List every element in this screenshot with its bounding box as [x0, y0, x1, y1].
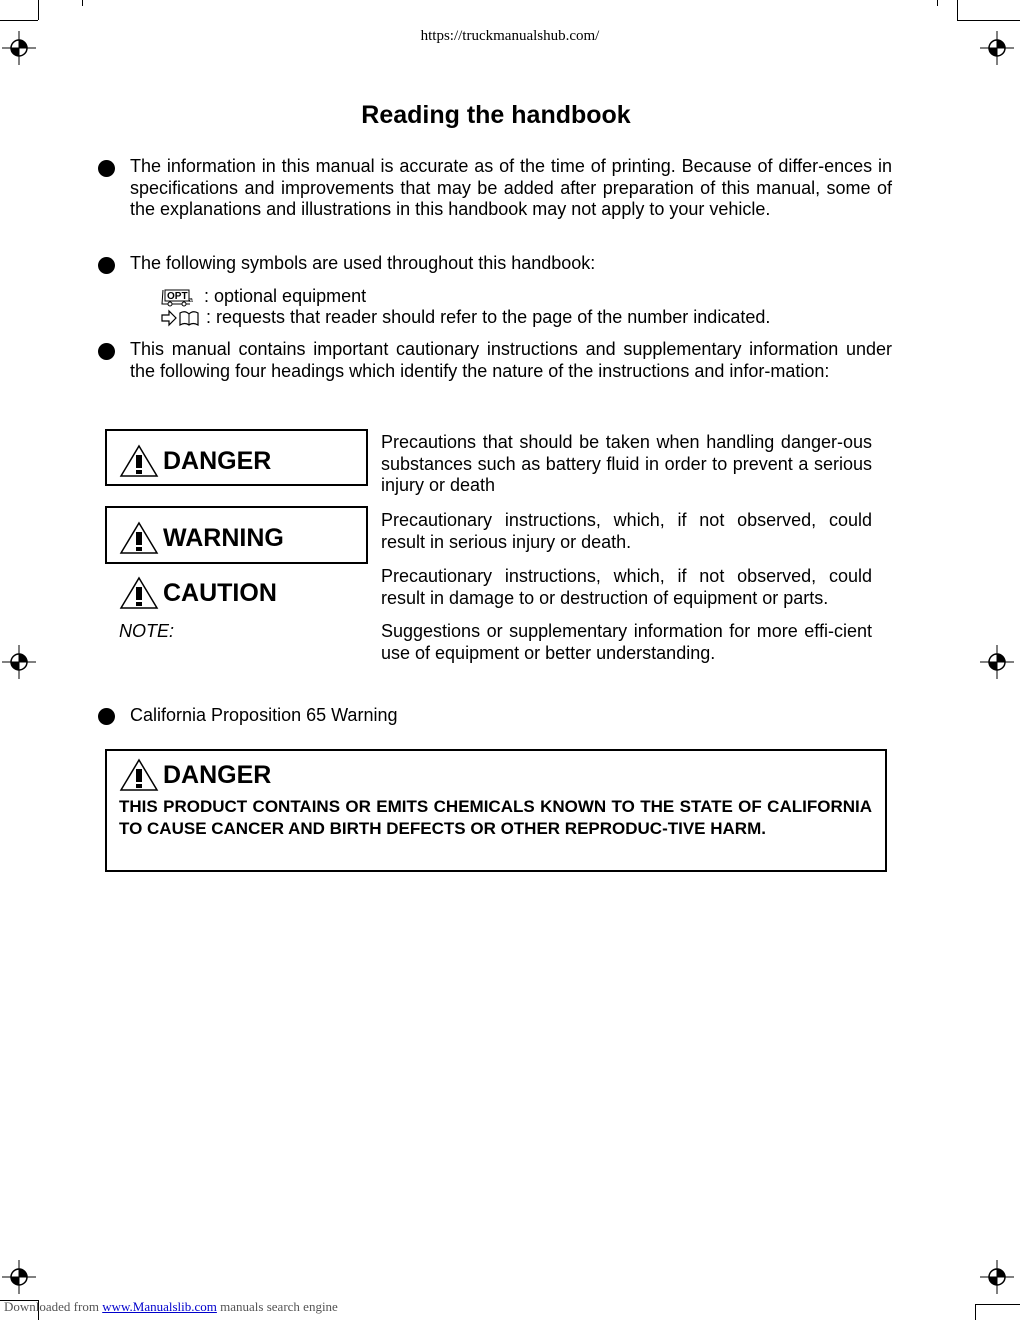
danger-heading — [119, 444, 271, 478]
symbols-intro: The following symbols are used throughout this handbook: — [130, 253, 596, 273]
bullet-icon — [98, 160, 115, 177]
danger-label: DANGER — [163, 446, 272, 475]
crop-mark — [957, 20, 1020, 21]
warning-description: Precautionary instructions, which, if not observed, could result in serious injury or death. — [381, 510, 872, 552]
crop-mark — [975, 1304, 1020, 1305]
symbol-refer-text: : requests that reader should refer to the page of the number indicated. — [206, 307, 771, 327]
warning-triangle-icon — [119, 444, 159, 478]
prop65-danger-label: DANGER — [163, 760, 272, 789]
bullet-icon — [98, 343, 115, 360]
refer-page-icon — [160, 308, 200, 328]
registration-mark-icon — [980, 1260, 1014, 1294]
footer-prefix: Downloaded from — [4, 1299, 103, 1314]
prop65-danger-heading — [119, 758, 271, 792]
note-label: NOTE: — [119, 621, 175, 641]
crop-mark — [82, 0, 83, 6]
registration-mark-icon — [2, 1260, 36, 1294]
svg-text:a: a — [189, 296, 193, 304]
bullet-icon — [98, 708, 115, 725]
crop-mark — [975, 1304, 976, 1320]
registration-mark-icon — [980, 645, 1014, 679]
svg-text:OPT: OPT — [167, 290, 188, 302]
page-title: Reading the handbook — [361, 101, 631, 129]
registration-mark-icon — [2, 645, 36, 679]
crop-mark — [937, 0, 938, 6]
headings-intro: This manual contains important cautionary instructions and supplementary information under the following four headings which identify the nature of the instructions and infor-mation: — [130, 339, 892, 381]
header-url[interactable]: https://truckmanualshub.com/ — [420, 28, 600, 44]
symbol-optional-row — [160, 286, 366, 307]
intro-paragraph: The information in this manual is accurate as of the time of printing. Because of differ-ences in specifications and improvements that may be added after preparation of this manual, some of the explanations and illustrations in this handbook may not apply to your vehicle. — [130, 156, 892, 219]
warning-triangle-icon — [119, 576, 159, 610]
caution-heading — [119, 576, 277, 610]
footer-link[interactable]: www.Manualslib.com — [102, 1299, 217, 1314]
crop-mark — [957, 0, 958, 20]
warning-heading — [119, 521, 284, 555]
optional-equipment-icon — [160, 287, 198, 307]
warning-triangle-icon — [119, 521, 159, 555]
footer — [4, 1299, 338, 1315]
crop-mark — [38, 0, 39, 20]
crop-mark — [0, 20, 38, 21]
prop65-warning-text: THIS PRODUCT CONTAINS OR EMITS CHEMICALS KNOWN TO THE STATE OF CALIFORNIA TO CAUSE CANCER AND BIRTH DEFECTS OR OTHER REPRODUC-TIVE HARM. — [119, 797, 872, 838]
footer-suffix: manuals search engine — [216, 1299, 338, 1314]
symbol-optional-text: : optional equipment — [204, 286, 367, 306]
prop65-heading: California Proposition 65 Warning — [130, 705, 398, 725]
bullet-icon — [98, 257, 115, 274]
note-description: Suggestions or supplementary information for more effi-cient use of equipment or better understanding. — [381, 621, 872, 663]
symbol-refer-row — [160, 307, 770, 328]
caution-label: CAUTION — [163, 578, 277, 607]
warning-label: WARNING — [163, 523, 284, 552]
warning-triangle-icon — [119, 758, 159, 792]
caution-description: Precautionary instructions, which, if not observed, could result in damage to or destruction of equipment or parts. — [381, 566, 872, 608]
danger-description: Precautions that should be taken when handling danger-ous substances such as battery fluid in order to prevent a serious injury or death — [381, 432, 872, 495]
